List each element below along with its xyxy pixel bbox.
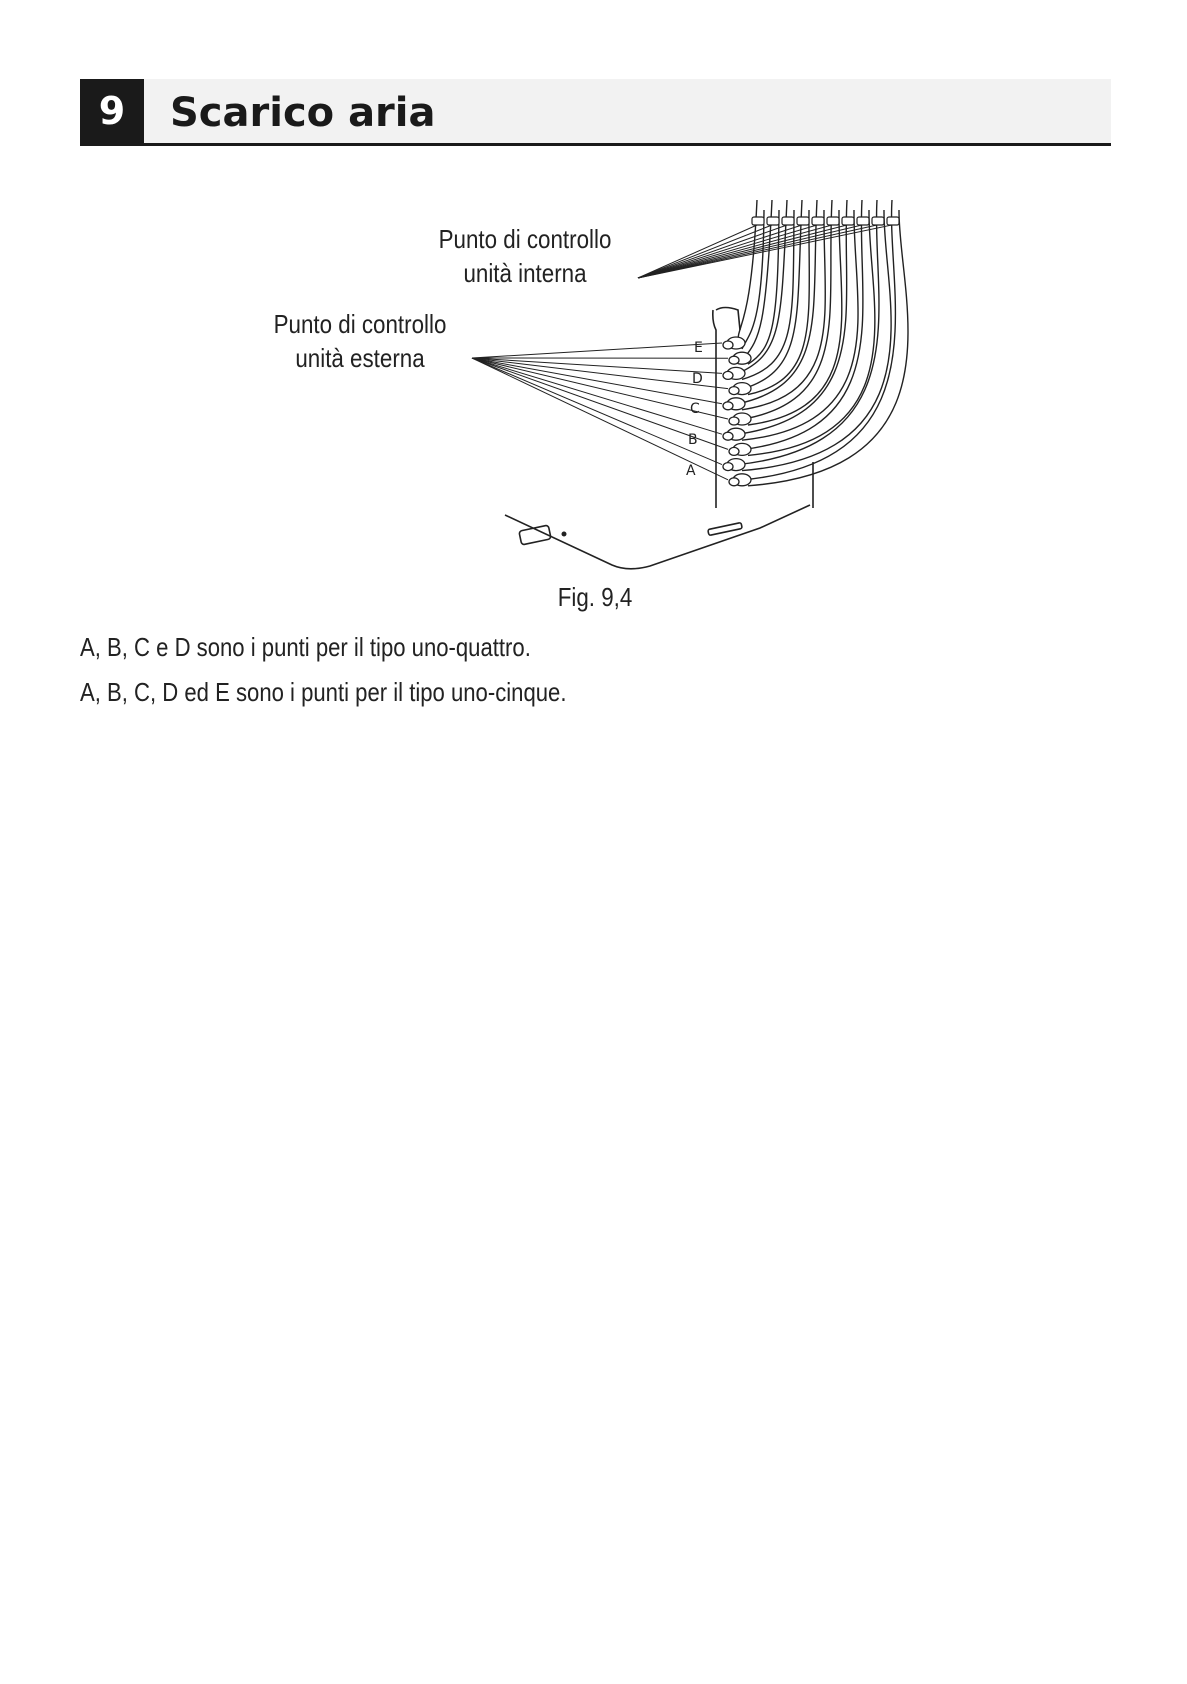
outdoor-label-line-1: Punto di controllo [273,309,447,339]
leader-line [638,225,757,278]
indoor-valve [872,217,884,225]
indoor-valve [752,217,764,225]
section-title: Scarico aria [170,90,436,136]
leader-line [638,225,832,278]
refrigerant-pipes [738,200,908,486]
valve-cap [723,402,733,410]
port-letter: A [686,463,696,479]
valve-cap [723,432,733,440]
port-letter: C [690,401,700,417]
leader-line [472,358,722,434]
leader-line [472,358,728,480]
figure-caption: Fig. 9,4 [557,582,633,612]
leader-line [638,225,817,278]
outdoor-check-point-label [270,307,451,375]
screw-dot [562,532,567,537]
indoor-valve [767,217,779,225]
paragraph-one-to-five: A, B, C, D ed E sono i punti per il tipo uno-cinque. [80,677,567,707]
valve-cap [729,356,739,364]
indoor-check-point-label [435,222,616,290]
port-letter: D [692,371,703,387]
port-letter: B [688,432,698,448]
indoor-valves [752,217,899,225]
leader-line [472,343,722,358]
indoor-valve [797,217,809,225]
valve-cap [729,478,739,486]
indoor-valve [812,217,824,225]
valve-cap [723,341,733,349]
indoor-leader-lines [638,225,892,278]
indoor-label-line-2: unità interna [463,258,587,288]
pipe [738,200,787,373]
port-letter: E [694,340,703,356]
leader-line [472,358,728,389]
leader-line [472,358,722,465]
indoor-valve [887,217,899,225]
leader-line [472,358,722,404]
valve-cap [729,387,739,395]
pipe [742,210,764,349]
valve-cap [729,447,739,455]
indoor-label-line-1: Punto di controllo [438,224,612,254]
pipe [742,210,891,471]
indoor-valve [857,217,869,225]
valve-cap [723,371,733,379]
indoor-valve [827,217,839,225]
valve-cap [723,463,733,471]
pipe [738,200,817,404]
valve-cap [729,417,739,425]
indoor-valve [782,217,794,225]
section-number: 9 [80,79,144,143]
indoor-valve [842,217,854,225]
paragraph-one-to-four: A, B, C e D sono i punti per il tipo uno-quattro. [80,632,531,662]
outdoor-label-line-2: unità esterna [295,343,425,373]
